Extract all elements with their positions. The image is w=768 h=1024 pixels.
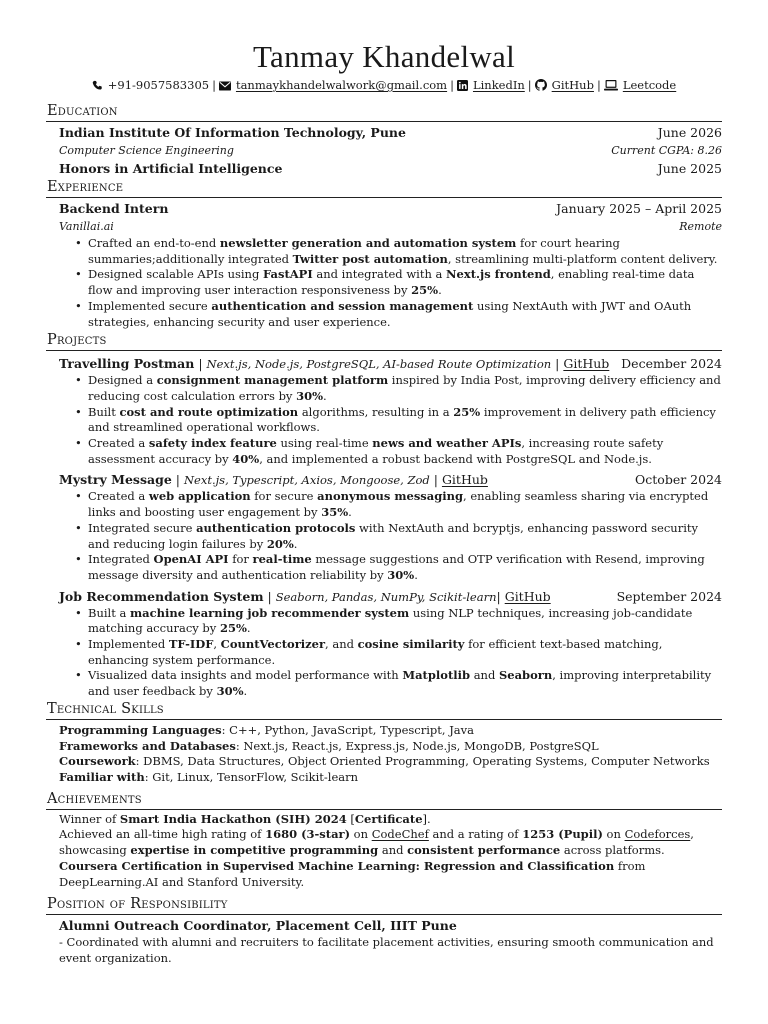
section-heading-experience: Experience [46,178,722,198]
skill-label: Coursework [59,754,136,769]
skill-row [59,723,722,739]
bold-text: news and weather APIs [372,436,522,451]
bullet-item [75,521,722,552]
skill-value: : DBMS, Data Structures, Object Oriented Programming, Operating Systems, Computer Networks [135,754,710,769]
bold-text: 20% [266,536,294,551]
text-run: , enabling real-time data flow and improving user interaction responsiveness by [88,267,695,298]
text-run: algorithms, resulting in a [298,404,454,419]
bold-text: 25% [219,621,247,636]
text-run: and [378,843,408,858]
linkedin-icon [457,77,468,97]
text-run: and [470,668,499,683]
project-name: Travelling Postman [59,356,195,372]
bold-text: 30% [387,567,415,582]
bullet-item [75,436,722,467]
skill-label: Familiar with [59,769,145,784]
text-run: Visualized data insights and model performance with [88,668,403,683]
platform-link[interactable]: CodeChef [371,827,429,842]
skill-row [59,754,722,770]
text-run: Created a [88,436,149,451]
bold-text: 1253 (Pupil) [522,827,603,842]
bullet-item [75,552,722,583]
text-run: , streamlining multi-platform content delivery. [447,251,718,266]
projects-section [46,355,722,700]
project-github-link[interactable]: GitHub [504,588,551,604]
work-location: Remote [679,220,722,233]
bold-text: 40% [232,451,260,466]
text-run: . [323,388,327,403]
text-run: . [414,567,418,582]
responsibility-description: - Coordinated with alumni and recruiters to facilitate placement activities, ensuring smooth communication and event organization. [59,935,714,965]
text-run: , and implemented a robust backend with PostgreSQL and Node.js. [259,451,652,466]
achievement-item [59,859,722,890]
text-run: inspired by India Post, improving delivery efficiency and reducing cost calculation errors by [88,373,721,403]
bold-text: 25% [411,283,439,298]
bold-text: consistent performance [407,843,561,858]
leetcode-link[interactable]: Leetcode [622,78,677,92]
phone-icon [92,77,103,97]
bold-text: Certificate [354,811,423,826]
role-dates: January 2025 – April 2025 [556,201,722,216]
resume [46,40,722,967]
bold-text: OpenAI API [153,552,229,567]
github-link[interactable]: GitHub [551,78,594,92]
bold-text: newsletter generation and automation system [219,236,517,250]
bullet-item [75,606,722,637]
skills-section [46,723,722,786]
text-run: on [602,827,625,842]
bullet-item [75,637,722,668]
skill-value: : Next.js, React.js, Express.js, Node.js, MongoDB, PostgreSQL [235,738,599,753]
text-run: Designed scalable APIs using [88,267,263,282]
skill-value: : C++, Python, JavaScript, Typescript, Java [221,722,475,737]
project-stack: Next.js, Typescript, Axios, Mongoose, Zod [183,473,430,488]
project-bullets [59,489,722,583]
school-name: Indian Institute Of Information Technology, Pune [59,125,406,140]
skill-value: : Git, Linux, TensorFlow, Scikit-learn [144,769,359,784]
bullet-item [75,405,722,436]
text-run: , improving interpretability and user feedback by [88,668,712,699]
education-detail-row [59,142,722,160]
bullet-item [75,373,722,404]
text-run: using NextAuth with JWT and OAuth strategies, enhancing security and user experience. [88,298,692,329]
bold-text: authentication and session management [211,298,474,313]
text-run: and integrated with a [312,267,447,282]
text-run: , [213,637,221,652]
bold-text: Twitter post automation [292,251,448,266]
laptop-icon [604,77,618,97]
project-name: Job Recommendation System [59,588,264,604]
education-entry [59,124,722,142]
section-heading-achievements: Achievements [46,790,722,810]
project-date: September 2024 [616,588,722,604]
bold-text: Smart India Hackathon (SIH) 2024 [119,811,347,826]
bold-text: 30% [296,388,324,403]
text-run: using NLP techniques, increasing job-candidate matching accuracy by [88,605,693,636]
experience-bullets [59,236,722,330]
bold-text: cosine similarity [357,637,465,652]
text-run: and a rating of [428,827,523,842]
bold-text: Next.js frontend [446,267,551,282]
text-run: . [243,684,248,699]
text-run: . [293,536,298,551]
bold-text: Matplotlib [402,668,471,683]
project-github-link[interactable]: GitHub [441,472,488,488]
role-title: Backend Intern [59,201,169,216]
achievement-item [59,812,722,828]
text-run: [ [346,811,355,826]
honors-date: June 2025 [657,161,722,176]
bold-text: consignment management platform [156,373,389,388]
section-heading-projects: Projects [46,331,722,351]
section-heading-responsibility: Position of Responsibility [46,895,722,915]
project-stack: Seaborn, Pandas, NumPy, Scikit-learn [275,589,497,604]
responsibility-role-row [59,917,722,935]
bold-text: Seaborn [498,668,553,683]
company-name: Vanillai.ai [59,220,114,233]
text-run: , enabling seamless sharing via encrypted links and boosting user engagement by [88,489,709,520]
text-run: Crafted an end-to-end [88,236,220,250]
phone-number: +91-9057583305 [107,78,210,92]
linkedin-link[interactable]: LinkedIn [472,78,525,92]
experience-company-row [59,218,722,236]
achievements-section [46,812,722,891]
achievement-item [59,827,722,858]
experience-header [59,200,722,218]
responsibility-section [46,917,722,966]
bold-text: real-time [252,552,312,567]
text-run: Created a [88,489,149,504]
bullet-item [75,236,722,267]
text-run: Implemented secure [88,298,212,313]
skill-label: Programming Languages [59,722,222,737]
project-header: Mystry Message | Next.js, Typescript, Axios, Mongoose, Zod | GitHub October 2024 [59,472,722,488]
text-run: for secure [250,489,318,504]
bold-text: 25% [453,404,481,419]
candidate-name: Tanmay Khandelwal [252,39,516,74]
bullet-item [75,489,722,520]
text-run: improvement in delivery path efficiency and streamlined operational workflows. [88,404,716,435]
degree: Computer Science Engineering [59,144,234,157]
bold-text: expertise in competitive programming [130,843,379,858]
text-run: ]. [422,811,431,826]
contact-line: +91-9057583305 | tanmaykhandelwalwork@gmail.com | LinkedIn | GitHub | Leetcode [46,75,722,97]
project-bullets [59,373,722,467]
text-run: Integrated [88,552,154,567]
project-stack: Next.js, Node.js, PostgreSQL, AI-based Route Optimization [206,357,552,372]
bold-text: anonymous messaging [317,489,464,504]
bold-text: FastAPI [262,267,313,282]
text-run: . [246,621,251,636]
text-run: from DeepLearning.AI and Stanford University. [59,858,646,889]
text-run: Built [88,404,120,419]
bold-text: authentication protocols [196,520,356,535]
bold-text: CountVectorizer [220,637,326,652]
project-header: Travelling Postman | Next.js, Node.js, PostgreSQL, AI-based Route Optimization | GitHub December 2024 [59,356,722,372]
text-run: . [348,505,352,520]
experience-section [46,200,722,330]
text-run: Designed a [88,373,157,388]
text-run: Achieved an all-time high rating of [59,827,266,842]
bullet-item [75,299,722,330]
text-run: on [350,827,372,842]
github-icon [535,77,547,97]
text-run: for efficient text-based matching, enhancing system performance. [88,637,663,667]
platform-link[interactable]: Codeforces [624,827,691,842]
education-entry [59,160,722,178]
text-run: Integrated secure [88,520,197,535]
bullet-item [75,267,722,298]
project-bullets [59,606,722,700]
bold-text: 30% [216,684,244,699]
project-header: Job Recommendation System | Seaborn, Pandas, NumPy, Scikit-learn| GitHub September 2024 [59,588,722,604]
text-run: with NextAuth and bcryptjs, enhancing password security and reducing login failures by [88,520,699,551]
text-run: , showcasing [59,827,694,858]
skill-label: Frameworks and Databases [59,738,236,753]
section-heading-skills: Technical Skills [46,700,722,720]
section-heading-education: Education [46,102,722,122]
text-run: message suggestions and OTP verification with Resend, improving message diversity and authentication reliability by [88,552,705,582]
bold-text: web application [148,489,251,504]
text-run: for court hearing summaries;additionally integrated [88,236,620,266]
project-date: December 2024 [621,356,722,372]
text-run: , increasing route safety assessment accuracy by [88,436,664,466]
bold-text: Coursera Certification in Supervised Machine Learning: Regression and Classification [59,858,615,873]
responsibility-role: Alumni Outreach Coordinator, Placement Cell, IIIT Pune [59,918,457,934]
text-run: across platforms. [560,843,665,858]
email-link[interactable]: tanmaykhandelwalwork@gmail.com [235,78,448,92]
project-name: Mystry Message [59,472,172,488]
bold-text: 35% [321,505,349,520]
text-run: Built a [88,605,131,620]
bold-text: safety index feature [148,436,277,451]
bullet-item [75,668,722,699]
text-run: using real-time [276,436,373,451]
text-run: for [228,552,253,567]
bold-text: TF-IDF [168,637,214,652]
project-github-link[interactable]: GitHub [563,356,610,372]
text-run: , and [325,637,358,652]
skill-row [59,770,722,786]
skill-row [59,739,722,755]
project-date: October 2024 [635,472,722,488]
bold-text: cost and route optimization [119,404,299,419]
graduation-date: June 2026 [657,125,722,140]
bold-text: 1680 (3-star) [265,827,351,842]
text-run: Implemented [88,637,169,652]
bold-text: machine learning job recommender system [130,605,410,620]
envelope-icon [219,77,231,97]
text-run: . [438,283,442,298]
education-section [46,124,722,178]
text-run: Winner of [59,811,120,826]
cgpa: Current CGPA: 8.26 [611,144,722,157]
honors-name: Honors in Artificial Intelligence [59,161,283,176]
